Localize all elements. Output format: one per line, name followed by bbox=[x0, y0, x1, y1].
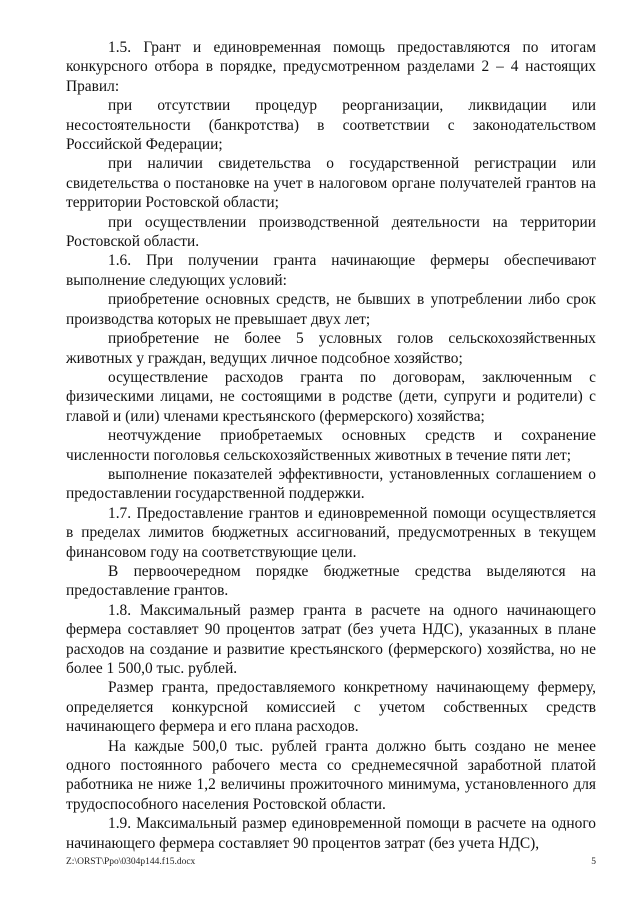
document-body bbox=[66, 38, 596, 853]
paragraph-1-7: 1.7. Предоставление грантов и единовременной помощи осуществляется в пределах лимитов бюджетных ассигнований, предусмотренных в текущем финансовом году на соответствующие цели. bbox=[66, 504, 596, 561]
paragraph-condition-livestock-purchase: приобретение не более 5 условных голов сельскохозяйственных животных у граждан, ведущих личное подсобное хозяйство; bbox=[66, 330, 596, 367]
paragraph-condition-registration: при наличии свидетельства о государственной регистрации или свидетельства о постановке на учет в налоговом органе получателей грантов на территории Ростовской области; bbox=[66, 155, 596, 212]
paragraph-workplaces: На каждые 500,0 тыс. рублей гранта должно быть создано не менее одного постоянного рабочего места со среднемесячной заработной платой работника не ниже 1,2 величины прожиточного минимума, установленного для трудоспособного населения Ростовской области. bbox=[66, 737, 596, 813]
paragraph-1-6: 1.6. При получении гранта начинающие фермеры обеспечивают выполнение следующих условий: bbox=[66, 252, 596, 289]
footer-file-path: Z:\ORST\Ppo\0304p144.f15.docx bbox=[66, 857, 196, 867]
page-number: 5 bbox=[591, 857, 596, 867]
paragraph-condition-fixed-assets: приобретение основных средств, не бывших в употреблении либо срок производства которых не превышает двух лет; bbox=[66, 291, 596, 328]
paragraph-priority-grants: В первоочередном порядке бюджетные средства выделяются на предоставление грантов. bbox=[66, 562, 596, 600]
paragraph-condition-non-alienation: неотчуждение приобретаемых основных средств и сохранение численности поголовья сельскохозяйственных животных в течение пяти лет; bbox=[66, 427, 596, 464]
paragraph-condition-contracts: осуществление расходов гранта по договорам, заключенным с физическими лицами, не состоящими в родстве (дети, супруги и родители) с главой и (или) членами крестьянского (фермерского) хозяйства; bbox=[66, 368, 596, 425]
paragraph-1-5: 1.5. Грант и единовременная помощь предоставляются по итогам конкурсного отбора в порядке, предусмотренном разделами 2 – 4 настоящих Правил: bbox=[66, 39, 596, 95]
paragraph-condition-efficiency: выполнение показателей эффективности, установленных соглашением о предоставлении государственной поддержки. bbox=[66, 465, 596, 503]
paragraph-1-8: 1.8. Максимальный размер гранта в расчете на одного начинающего фермера составляет 90 процентов затрат (без учета НДС), указанных в плане расходов на создание и развитие крестьянского (фермерского) хозяйства, но не более 1 500,0 тыс. рублей. bbox=[66, 601, 596, 677]
paragraph-grant-size: Размер гранта, предоставляемого конкретному начинающему фермеру, определяется конкурсной комиссией с учетом собственных средств начинающего фермера и его плана расходов. bbox=[66, 679, 596, 736]
paragraph-condition-no-reorganization: при отсутствии процедур реорганизации, ликвидации или несостоятельности (банкротства) в соответствии с законодательством Российской Федерации; bbox=[66, 97, 596, 154]
paragraph-condition-production: при осуществлении производственной деятельности на территории Ростовской области. bbox=[66, 213, 596, 251]
paragraph-1-9: 1.9. Максимальный размер единовременной помощи в расчете на одного начинающего фермера составляет 90 процентов затрат (без учета НДС), bbox=[66, 815, 596, 852]
